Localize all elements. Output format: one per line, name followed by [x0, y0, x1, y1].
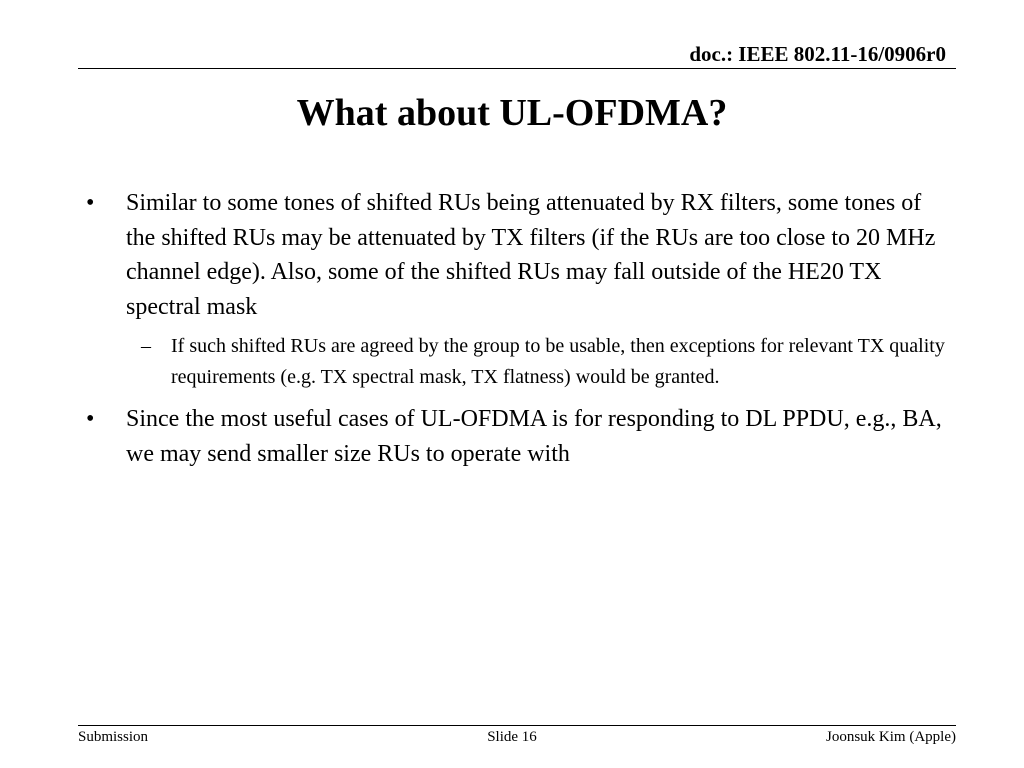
slide-content [86, 186, 946, 471]
footer-rule [78, 725, 956, 726]
bullet-1-text: Similar to some tones of shifted RUs being attenuated by RX filters, some tones of the shifted RUs may be attenuated by TX filters (if the RUs are too close to 20 MHz channel edge). Also, some of the shifted RUs may fall outside of the HE20 TX spectral mask [126, 190, 936, 320]
sub-bullet-marker: – [141, 335, 151, 357]
bullet-1 [86, 186, 946, 324]
footer-slide-number: Slide 16 [487, 729, 537, 745]
slide-title: What about UL-OFDMA? [296, 92, 728, 134]
bullet-2-text: Since the most useful cases of UL-OFDMA is for responding to DL PPDU, e.g., BA, we may send smaller size RUs to operate with [126, 406, 942, 467]
sub-bullet-1 [86, 331, 946, 393]
footer-author: Joonsuk Kim (Apple) [826, 729, 956, 745]
doc-id: doc.: IEEE 802.11-16/0906r0 [689, 42, 946, 66]
footer-submission: Submission [78, 729, 149, 745]
sub-bullet-1-text: If such shifted RUs are agreed by the group to be usable, then exceptions for relevant TX quality requirements (e.g. TX spectral mask, TX flatness) would be granted. [171, 335, 945, 388]
header-rule [78, 68, 956, 69]
bullet-marker: • [86, 406, 95, 432]
bullet-marker: • [86, 190, 95, 216]
bullet-2 [86, 402, 946, 471]
